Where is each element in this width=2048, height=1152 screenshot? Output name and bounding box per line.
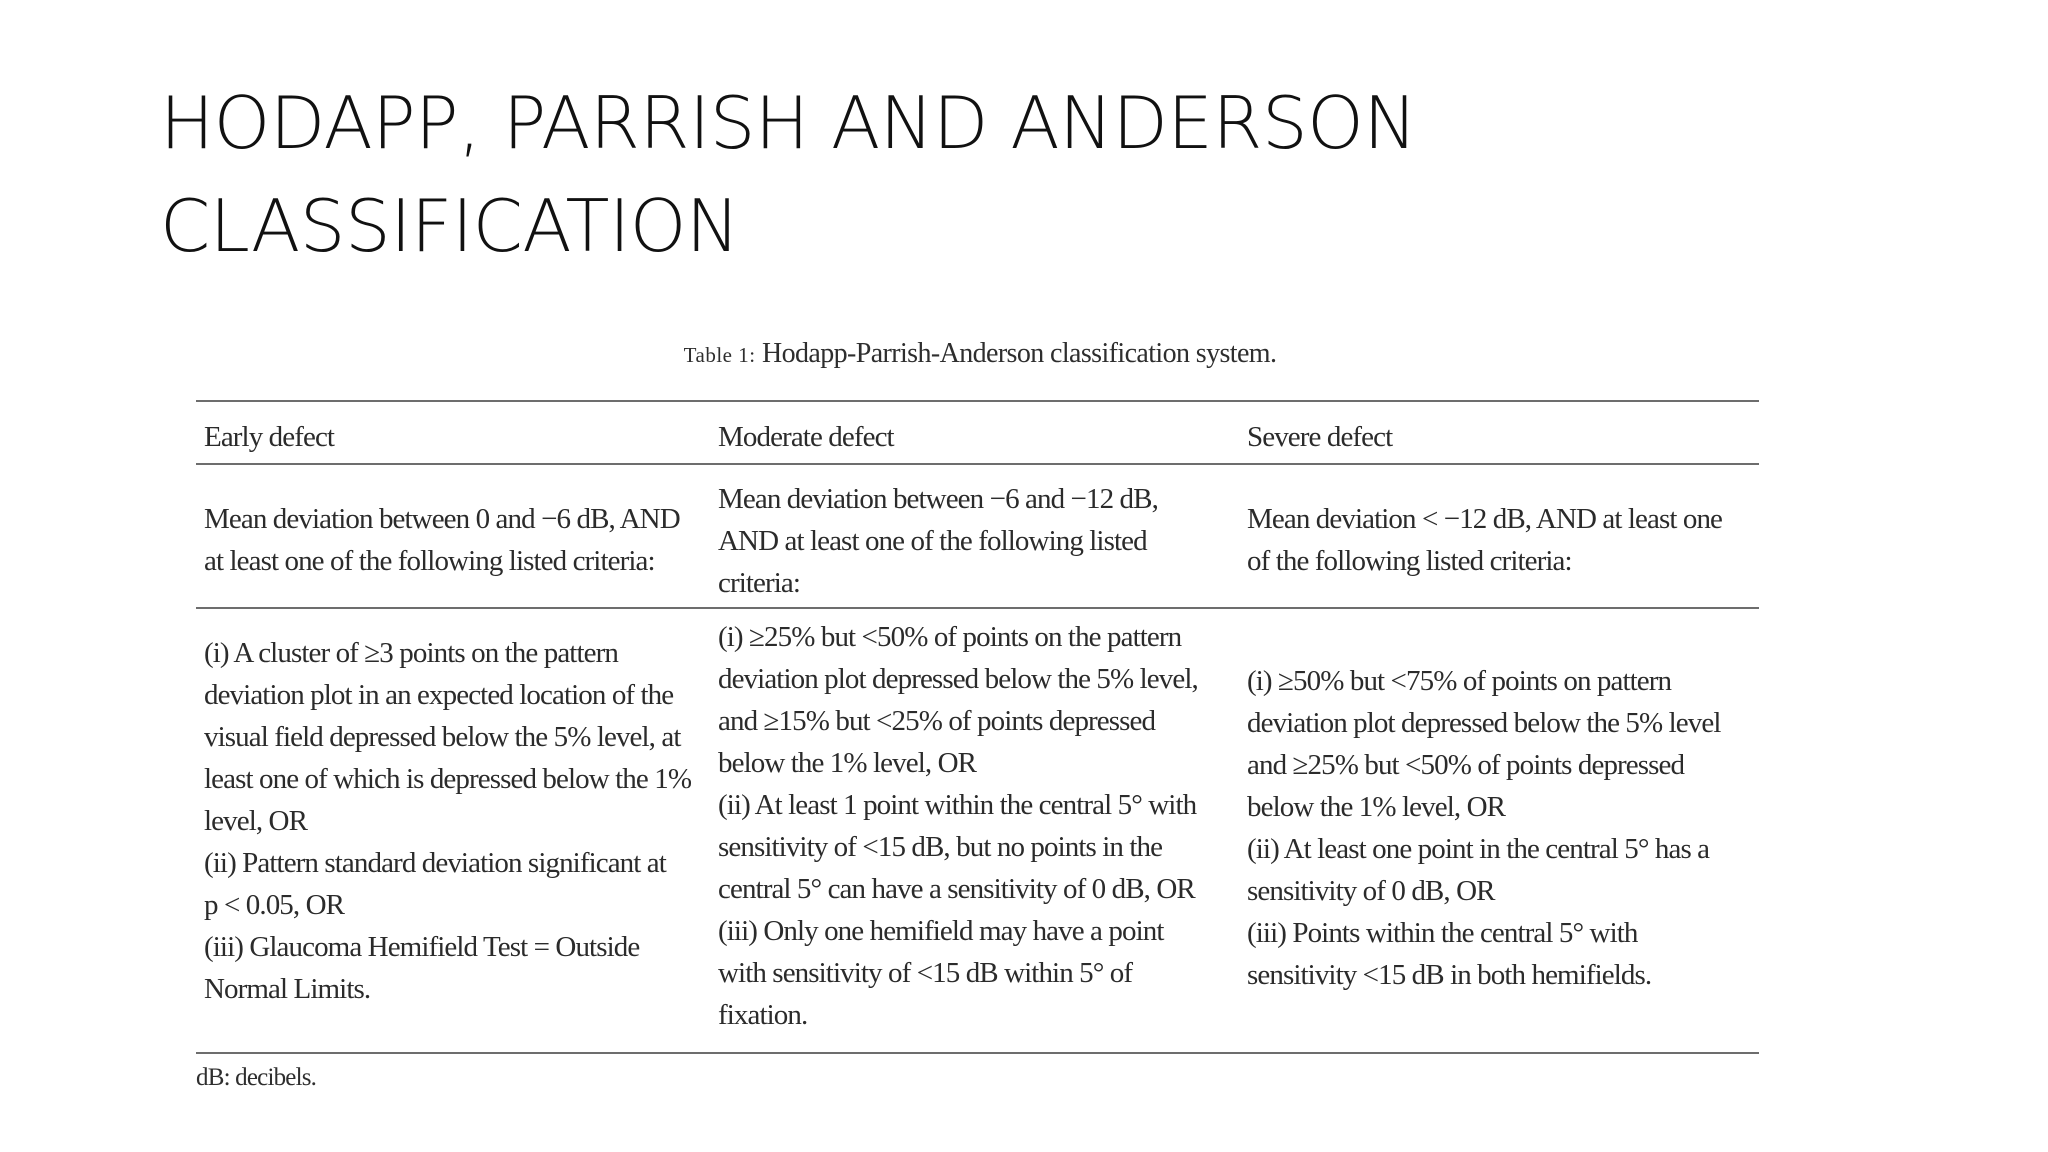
early-criteria-line: p < 0.05, OR [204, 889, 345, 921]
table-rule-bottom [196, 1052, 1759, 1054]
moderate-criteria-line: (i) ≥25% but <50% of points on the pattern [718, 621, 1182, 653]
moderate-criteria-line: central 5° can have a sensitivity of 0 dB, OR [718, 873, 1195, 905]
moderate-mean-deviation-line: Mean deviation between −6 and −12 dB, [718, 483, 1158, 515]
severe-criteria-line: deviation plot depressed below the 5% level [1247, 707, 1721, 739]
early-criteria-line: level, OR [204, 805, 308, 837]
early-criteria-line: (i) A cluster of ≥3 points on the pattern [204, 637, 618, 669]
table-rule-middle [196, 607, 1759, 609]
table-rule-header [196, 463, 1759, 465]
early-criteria-line: (ii) Pattern standard deviation significant at [204, 847, 666, 879]
header-severe-defect: Severe defect [1247, 421, 1393, 453]
moderate-criteria-line: sensitivity of <15 dB, but no points in the [718, 831, 1163, 863]
slide-title [160, 72, 1920, 278]
moderate-criteria [718, 616, 1236, 1036]
table-footnote: dB: decibels. [196, 1064, 317, 1091]
moderate-mean-deviation-line: criteria: [718, 567, 801, 599]
severe-mean-deviation [1247, 498, 1759, 582]
moderate-mean-deviation-line: AND at least one of the following listed [718, 525, 1147, 557]
early-mean-deviation-line: at least one of the following listed criteria: [204, 545, 655, 577]
header-moderate-defect: Moderate defect [718, 421, 894, 453]
table-caption-label: Table 1: [683, 343, 756, 367]
header-early-defect: Early defect [204, 421, 335, 453]
severe-mean-deviation-line: of the following listed criteria: [1247, 545, 1572, 577]
severe-criteria-line: (i) ≥50% but <75% of points on pattern [1247, 665, 1672, 697]
slide-title-line-2: CLASSIFICATION [160, 184, 740, 268]
early-criteria-line: Normal Limits. [204, 973, 371, 1005]
severe-criteria-line: and ≥25% but <50% of points depressed [1247, 749, 1685, 781]
moderate-criteria-line: (ii) At least 1 point within the central 5° with [718, 789, 1197, 821]
moderate-criteria-line: fixation. [718, 999, 808, 1031]
table-caption-text: Hodapp-Parrish-Anderson classification system. [755, 338, 1277, 369]
severe-criteria-line: (iii) Points within the central 5° with [1247, 917, 1638, 949]
early-criteria-line: deviation plot in an expected location of the [204, 679, 674, 711]
early-criteria-line: (iii) Glaucoma Hemifield Test = Outside [204, 931, 640, 963]
severe-criteria-line: sensitivity of 0 dB, OR [1247, 875, 1495, 907]
early-mean-deviation-line: Mean deviation between 0 and −6 dB, AND [204, 503, 680, 535]
severe-criteria [1247, 660, 1759, 996]
moderate-criteria-line: with sensitivity of <15 dB within 5° of [718, 957, 1133, 989]
early-criteria [204, 632, 709, 1010]
moderate-criteria-line: (iii) Only one hemifield may have a point [718, 915, 1164, 947]
severe-criteria-line: (ii) At least one point in the central 5° has a [1247, 833, 1710, 865]
early-mean-deviation [204, 498, 709, 582]
moderate-criteria-line: below the 1% level, OR [718, 747, 977, 779]
table-caption [196, 338, 1764, 370]
severe-mean-deviation-line: Mean deviation < −12 dB, AND at least one [1247, 503, 1723, 535]
slide-title-line-1: HODAPP, PARRISH AND ANDERSON [160, 81, 1417, 165]
moderate-criteria-line: and ≥15% but <25% of points depressed [718, 705, 1156, 737]
severe-criteria-line: sensitivity <15 dB in both hemifields. [1247, 959, 1652, 991]
early-criteria-line: least one of which is depressed below the 1% [204, 763, 692, 795]
early-criteria-line: visual field depressed below the 5% level, at [204, 721, 681, 753]
table-rule-top [196, 400, 1759, 402]
moderate-criteria-line: deviation plot depressed below the 5% level, [718, 663, 1198, 695]
moderate-mean-deviation [718, 478, 1236, 604]
severe-criteria-line: below the 1% level, OR [1247, 791, 1506, 823]
classification-table [196, 328, 1764, 1108]
